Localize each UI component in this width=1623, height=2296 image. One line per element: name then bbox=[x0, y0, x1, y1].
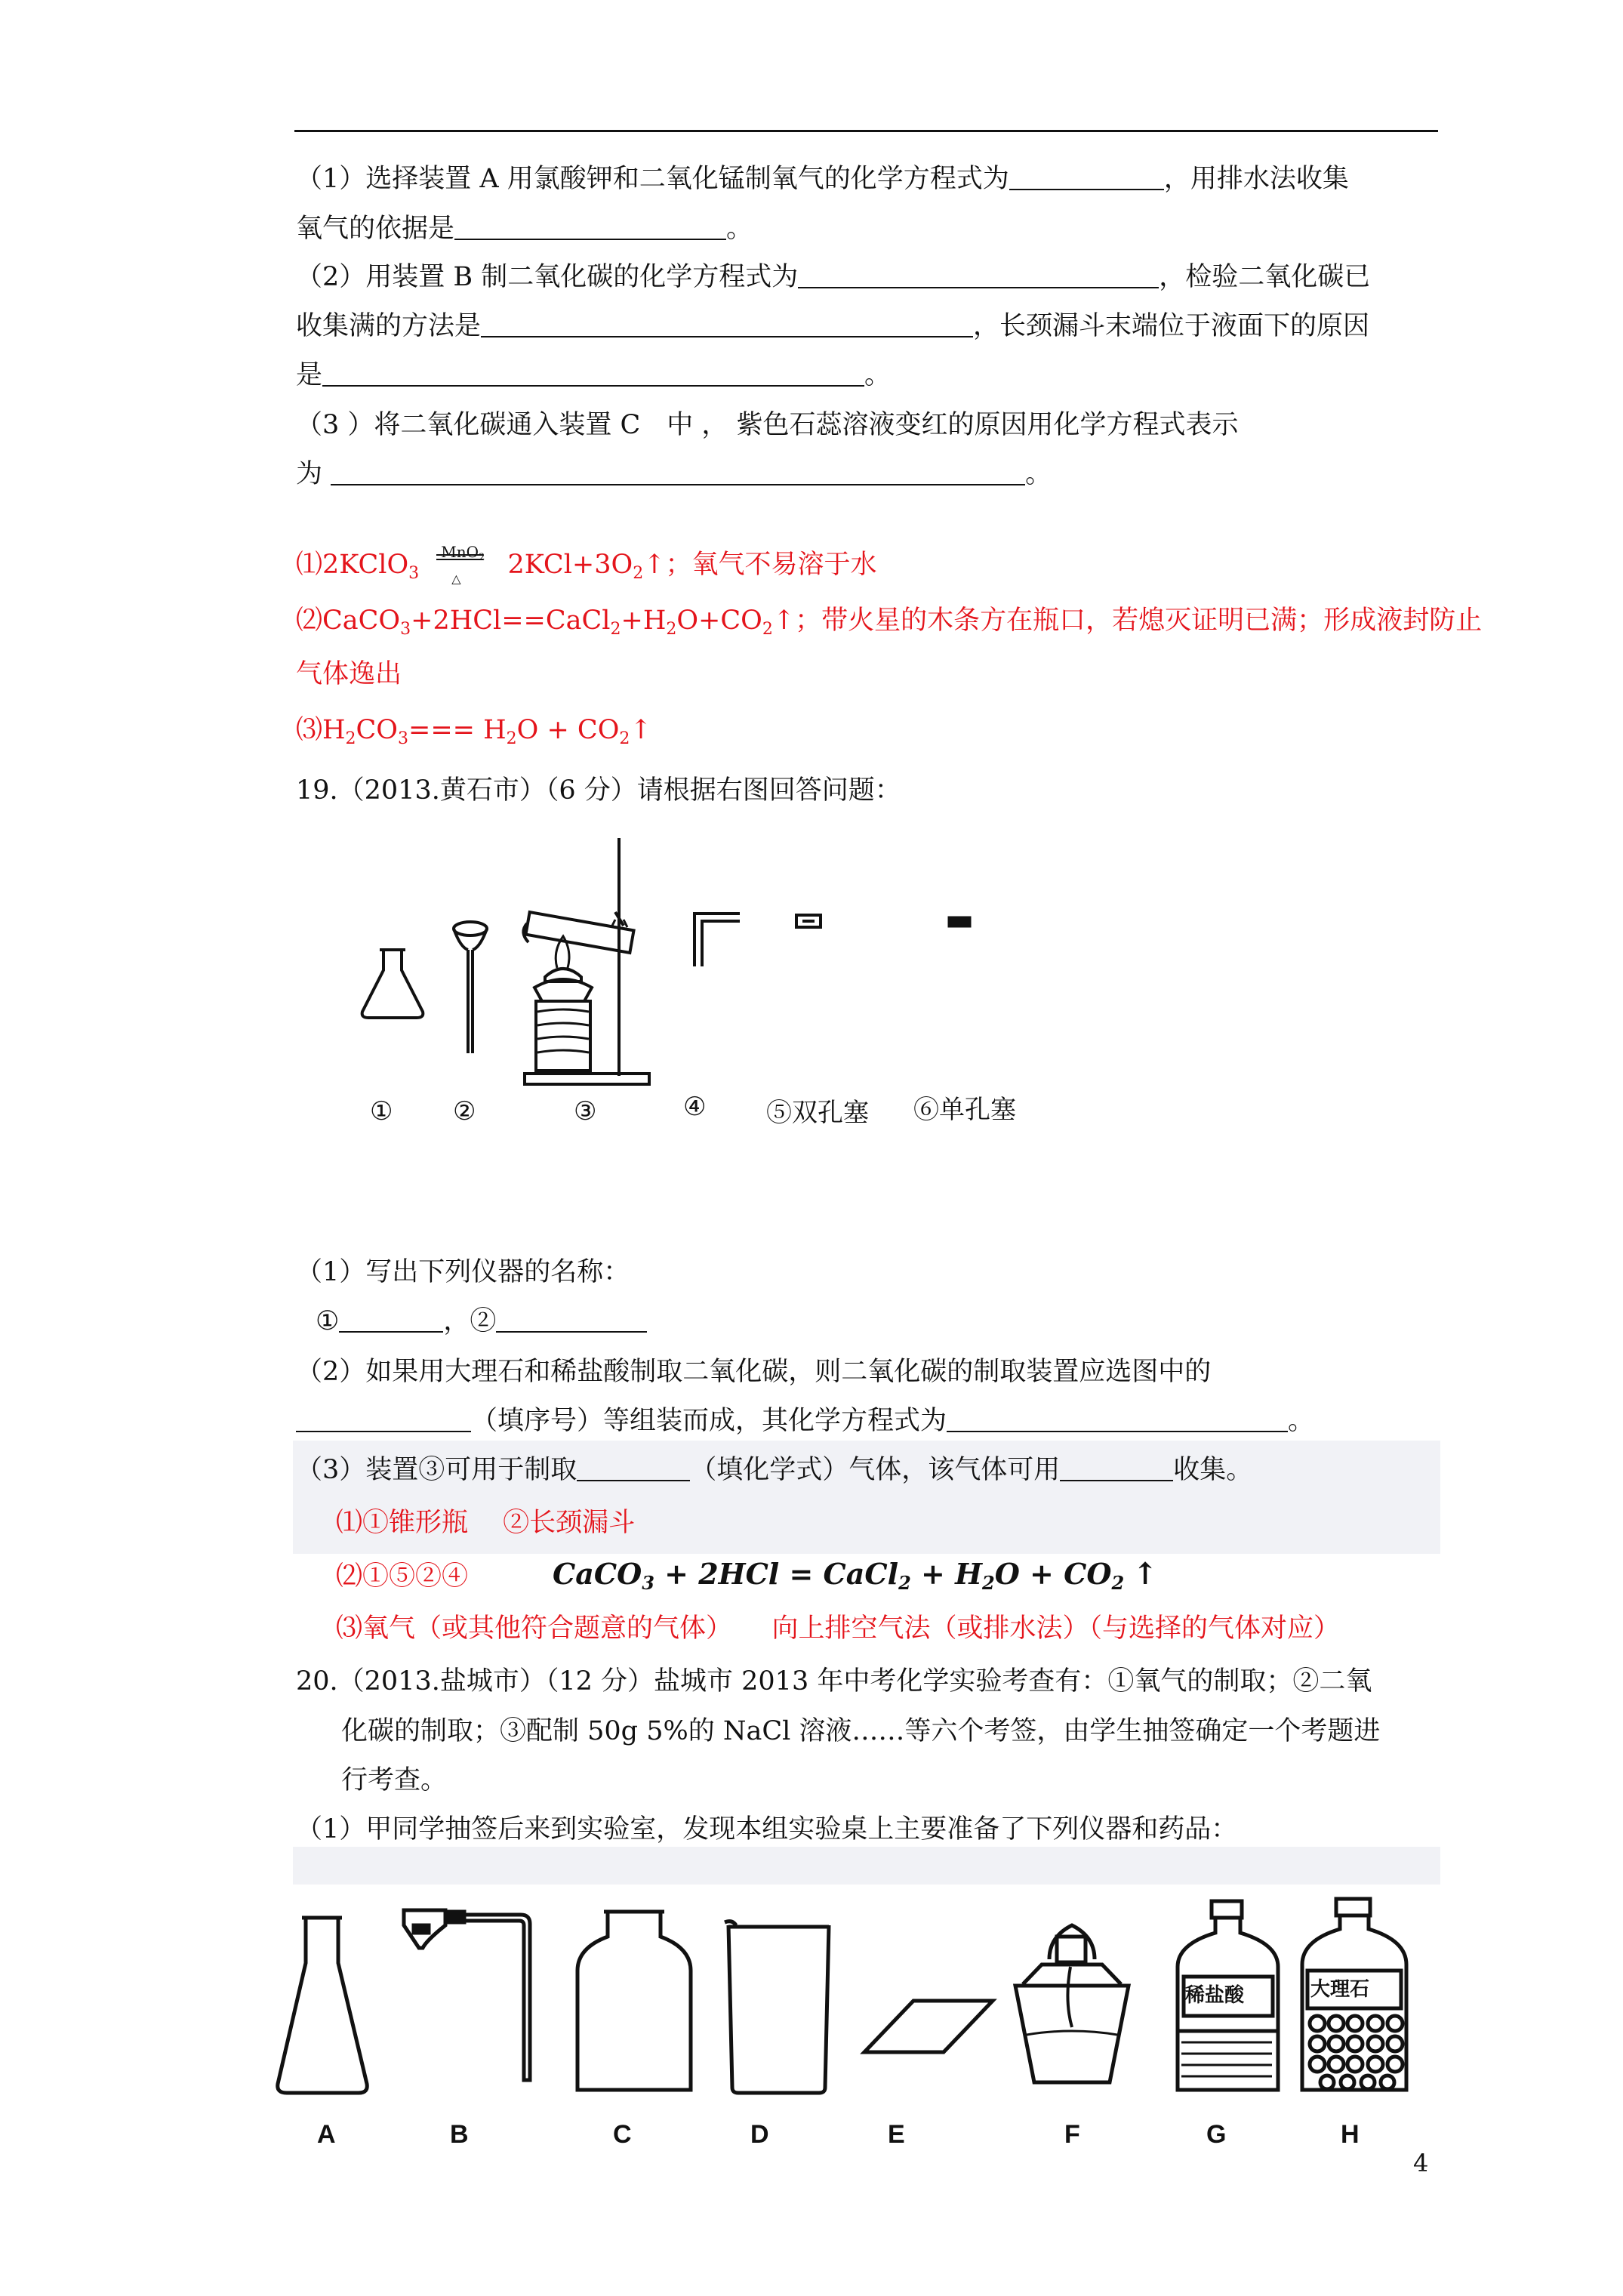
answer-blank[interactable] bbox=[296, 1404, 471, 1432]
answer-blank[interactable] bbox=[798, 260, 1159, 288]
highlight-band bbox=[293, 1847, 1440, 1885]
page-number: 4 bbox=[1413, 2149, 1429, 2177]
answer-blank[interactable] bbox=[454, 211, 726, 240]
equipment-letter-b: B bbox=[450, 2120, 469, 2149]
q20-line2: 化碳的制取；③配制 50g 5%的 NaCl 溶液……等六个考签，由学生抽签确定一个考题进 bbox=[341, 1716, 1381, 1746]
q19-part3: （3）装置③可用于制取 （填化学式）气体，该气体可用 收集。 bbox=[296, 1451, 1252, 1489]
apparatus-label-4: ④ bbox=[683, 1092, 707, 1122]
answer19-2: ⑵①⑤②④ bbox=[336, 1561, 469, 1592]
answer-blank[interactable] bbox=[322, 358, 864, 387]
conical-flask-icon bbox=[362, 950, 423, 1018]
equipment-letter-c: C bbox=[613, 2120, 632, 2149]
apparatus-label-1: ① bbox=[370, 1096, 393, 1126]
two-hole-stopper-icon bbox=[796, 915, 821, 927]
q18-part2-cont2: 是 。 bbox=[296, 356, 891, 394]
q19-title: 19.（2013.黄石市）（6 分）请根据右图回答问题： bbox=[296, 775, 901, 806]
q20-lab-equipment-figure bbox=[272, 1895, 1434, 2114]
glass-plate-icon bbox=[864, 2001, 993, 2052]
q18-part1: （1）选择装置 A 用氯酸钾和二氧化锰制氧气的化学方程式为 ，用排水法收集 bbox=[296, 160, 1349, 198]
one-hole-stopper-icon bbox=[949, 917, 970, 926]
gas-collecting-bottle-icon bbox=[577, 1912, 691, 2090]
q19-part1: （1）写出下列仪器的名称： bbox=[296, 1257, 630, 1287]
q18-part3-cont: 为 。 bbox=[296, 455, 1052, 493]
equipment-letter-h: H bbox=[1341, 2120, 1360, 2149]
equipment-letter-e: E bbox=[888, 2120, 905, 2149]
answer-blank[interactable] bbox=[577, 1453, 690, 1481]
conical-flask-icon bbox=[278, 1918, 368, 2093]
beaker-icon bbox=[725, 1922, 829, 2093]
equipment-letter-f: F bbox=[1064, 2120, 1080, 2149]
q18-part1-cont: 氧气的依据是 。 bbox=[296, 210, 753, 248]
apparatus-label-5: ⑤双孔塞 bbox=[766, 1098, 869, 1128]
q18-part2: （2）用装置 B 制二氧化碳的化学方程式为 ，检验二氧化碳已 bbox=[296, 258, 1370, 296]
answer18-1: ⑴2KClO$_3$ MnO$_2$ △ $2KCl+3O_2↑$；氧气不易溶于水 bbox=[296, 542, 877, 586]
separatory-funnel-tube-icon bbox=[404, 1910, 530, 2080]
equipment-letter-a: A bbox=[317, 2120, 336, 2149]
answer-blank[interactable] bbox=[339, 1304, 443, 1333]
q20-line3: 行考查。 bbox=[341, 1765, 448, 1795]
answer-blank[interactable] bbox=[331, 457, 1025, 485]
q18-part3: （3 ）将二氧化碳通入装置 C 中 ， 紫色石蕊溶液变红的原因用化学方程式表示 bbox=[296, 410, 1239, 440]
q19-part2: （2）如果用大理石和稀盐酸制取二氧化碳，则二氧化碳的制取装置应选图中的 bbox=[296, 1357, 1212, 1387]
alcohol-lamp-icon bbox=[1015, 1925, 1129, 2082]
bottle-label-h: 大理石 bbox=[1310, 1978, 1370, 2001]
apparatus-label-2: ② bbox=[453, 1096, 476, 1126]
q18-part2-cont: 收集满的方法是 ，长颈漏斗末端位于液面下的原因 bbox=[296, 307, 1369, 345]
answer18-3: $⑶H_2CO_3=== H_2O$ + $CO_2↑$ bbox=[296, 715, 652, 748]
answer19-equation: CaCO$_3$ + 2HCl = CaCl$_2$ + $H_2O + CO_2$ ↑ bbox=[553, 1556, 1158, 1594]
apparatus-label-3: ③ bbox=[574, 1096, 597, 1126]
answer-blank[interactable] bbox=[496, 1304, 647, 1333]
bent-glass-tube-icon bbox=[694, 914, 740, 966]
q19-part2-cont: （填序号）等组装而成，其化学方程式为 。 bbox=[296, 1402, 1314, 1440]
long-neck-funnel-icon bbox=[454, 922, 487, 1053]
answer-blank[interactable] bbox=[947, 1404, 1288, 1432]
answer-blank[interactable] bbox=[481, 309, 973, 337]
answer-blank[interactable] bbox=[1009, 162, 1164, 190]
q19-apparatus-figure bbox=[355, 823, 1079, 1095]
answer18-2-cont: 气体逸出 bbox=[296, 659, 402, 689]
header-rule bbox=[294, 130, 1438, 132]
answer19-1: ⑴①锥形瓶 ②长颈漏斗 bbox=[336, 1508, 636, 1538]
iron-stand-heating-icon bbox=[523, 838, 649, 1084]
answer19-3: ⑶氧气（或其他符合题意的气体） 向上排空气法（或排水法）（与选择的气体对应） bbox=[336, 1613, 1341, 1644]
answer-blank[interactable] bbox=[1060, 1453, 1173, 1481]
q20-line1: 20.（2013.盐城市）（12 分）盐城市 2013 年中考化学实验考查有：①氧气的制取；②二氧 bbox=[296, 1666, 1372, 1697]
equipment-letter-g: G bbox=[1206, 2120, 1227, 2149]
apparatus-label-6: ⑥单孔塞 bbox=[913, 1095, 1016, 1125]
bottle-label-g: 稀盐酸 bbox=[1185, 1984, 1245, 2007]
answer18-2: $⑵CaCO_3+2HCl==CaCl_2+H_2O+CO_2↑$；带火星的木条方在瓶口，若熄灭证明已满；形成液封防止 bbox=[296, 606, 1483, 639]
q20-line4: （1）甲同学抽签后来到实验室，发现本组实验桌上主要准备了下列仪器和药品： bbox=[296, 1814, 1238, 1845]
q19-part1-blanks: ① ，② bbox=[316, 1302, 647, 1340]
reaction-condition: MnO$_2$ △ bbox=[427, 551, 499, 581]
equipment-letter-d: D bbox=[750, 2120, 769, 2149]
